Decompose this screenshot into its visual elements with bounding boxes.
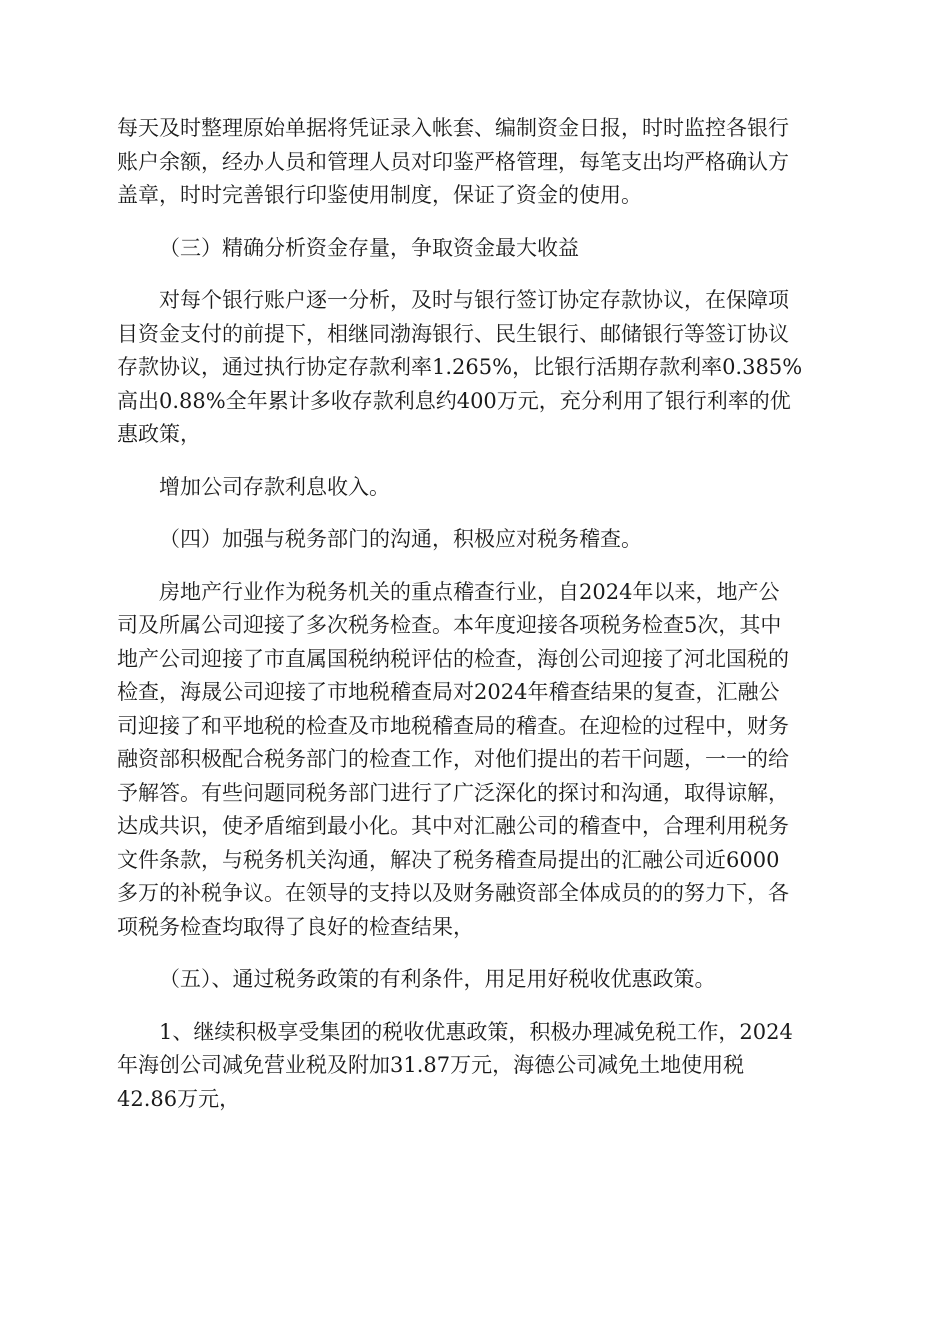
text-line: 增加公司存款利息收入。 — [159, 474, 390, 499]
text-line: 目资金支付的前提下，相继同渤海银行、民生银行、邮储银行等签订协议 — [117, 321, 789, 346]
text-line: 年海创公司减免营业税及附加31.87万元，海德公司减免土地使用税 — [117, 1053, 745, 1077]
text-line: 存款协议，通过执行协定存款利率1.265%，比银行活期存款利率0.385% — [117, 355, 803, 379]
paragraph-interest-income — [117, 471, 833, 505]
text-line: 房地产行业作为税务机关的重点稽查行业，自2024年以来，地产公 — [159, 579, 780, 604]
heading-text: （五）、通过税务政策的有利条件，用足用好税收优惠政策。 — [159, 967, 716, 991]
paragraph-deposit-agreement — [117, 284, 833, 452]
text-line: 高出0.88%全年累计多收存款利息约400万元，充分利用了银行利率的优 — [117, 388, 791, 413]
text-line: 地产公司迎接了市直属国税纳税评估的检查，海创公司迎接了河北国税的 — [117, 646, 789, 671]
text-line: 对每个银行账户逐一分析，及时与银行签订协定存款协议，在保障项 — [159, 288, 789, 312]
heading-text: （四）加强与税务部门的沟通，积极应对税务稽查。 — [159, 527, 642, 551]
text-line: 司迎接了和平地税的检查及市地税稽查局的稽查。在迎检的过程中，财务 — [117, 713, 789, 738]
section-heading-5 — [117, 963, 833, 997]
heading-text: （三）精确分析资金存量，争取资金最大收益 — [159, 235, 579, 260]
paragraph-tax-inspection — [117, 576, 833, 945]
document-page — [117, 112, 833, 1116]
text-line: 1、继续积极享受集团的税收优惠政策，积极办理减免税工作，2024 — [159, 1019, 793, 1044]
text-line: 惠政策， — [117, 422, 201, 446]
section-heading-3 — [117, 232, 833, 266]
paragraph-tax-relief — [117, 1016, 833, 1117]
text-line: 文件条款，与税务机关沟通，解决了税务稽查局提出的汇融公司近6000 — [117, 847, 780, 872]
text-line: 42.86万元， — [117, 1086, 241, 1111]
text-line: 账户余额，经办人员和管理人员对印鉴严格管理，每笔支出均严格确认方 — [117, 149, 789, 174]
text-line: 予解答。有些问题同税务部门进行了广泛深化的探讨和沟通，取得谅解， — [117, 780, 789, 805]
text-line: 多万的补税争议。在领导的支持以及财务融资部全体成员的的努力下，各 — [117, 881, 789, 905]
text-line: 项税务检查均取得了良好的检查结果， — [117, 914, 474, 939]
section-heading-4 — [117, 523, 833, 557]
text-line: 融资部积极配合税务部门的检查工作，对他们提出的若干问题，一一的给 — [117, 747, 789, 771]
text-line: 每天及时整理原始单据将凭证录入帐套、编制资金日报，时时监控各银行 — [117, 116, 789, 140]
paragraph-fund-management — [117, 112, 833, 213]
text-line: 盖章，时时完善银行印鉴使用制度，保证了资金的使用。 — [117, 183, 642, 207]
text-line: 达成共识，使矛盾缩到最小化。其中对汇融公司的稽查中，合理利用税务 — [117, 814, 789, 838]
text-line: 检查，海晟公司迎接了市地税稽查局对2024年稽查结果的复查，汇融公 — [117, 680, 780, 704]
text-line: 司及所属公司迎接了多次税务检查。本年度迎接各项税务检查5次，其中 — [117, 613, 782, 637]
